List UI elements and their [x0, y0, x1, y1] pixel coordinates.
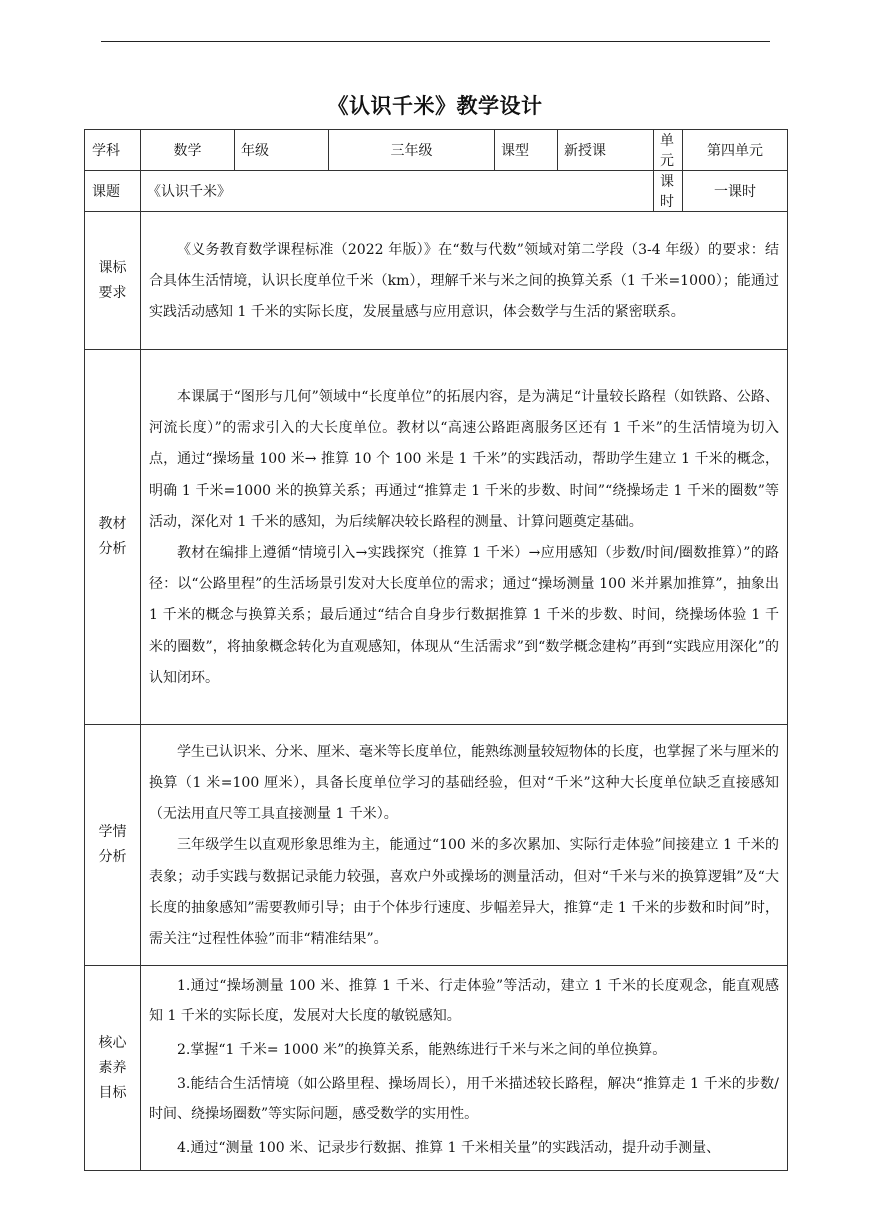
student-analysis-content: [141, 725, 788, 966]
textbook-analysis-row: [85, 350, 788, 725]
core-goals-content: [141, 966, 788, 1171]
info-row: [85, 130, 788, 171]
textbook-analysis-label: 教材 分析: [85, 350, 141, 725]
paragraph: 三年级学生以直观形象思维为主，能通过“100 米的多次累加、实际行走体验”间接建立 1 千米的表象；动手实践与数据记录能力较强，喜欢户外或操场的测量活动，但对“千米与米的换算逻辑”及“大长度的抽象感知”需要教师引导；由于个体步行速度、步幅差异大，推算“走 1 千米的步数和时间”时，需关注“过程性体验”而非“精准结果”。: [149, 837, 779, 947]
unit-label: 单元: [654, 130, 683, 171]
grade-value: 三年级: [329, 130, 495, 171]
standards-content: [141, 212, 788, 350]
paragraph: 教材在编排上遵循“情境引入→实践探究（推算 1 千米）→应用感知（步数/时间/圈数推算）”的路径：以“公路里程”的生活场景引发对大长度单位的需求；通过“操场测量 100 米并累加推算”，抽象出 1 千米的概念与换算关系；最后通过“结合自身步行数据推算 1 千米的步数、时间，绕操场体验 1 千米的圈数”，将抽象概念转化为直观感知，体现从“生活需求”到“数学概念建构”再到“实践应用深化”的认知闭环。: [149, 545, 779, 686]
subject-label: 学科: [85, 130, 141, 171]
textbook-analysis-content: [141, 350, 788, 725]
core-goals-row: [85, 966, 788, 1171]
unit-value: 第四单元: [683, 130, 788, 171]
lesson-plan-table: [84, 129, 788, 1171]
grade-label: 年级: [235, 130, 329, 171]
topic-value: 《认识千米》: [141, 171, 654, 212]
paragraph: 学生已认识米、分米、厘米、毫米等长度单位，能熟练测量较短物体的长度，也掌握了米与厘米的换算（1 米=100 厘米），具备长度单位学习的基础经验，但对“千米”这种大长度单位缺乏直接感知（无法用直尺等工具直接测量 1 千米）。: [149, 743, 779, 823]
hours-value: 一课时: [683, 171, 788, 212]
goal-item: 3.能结合生活情境（如公路里程、操场周长），用千米描述较长路程，解决“推算走 1 千米的步数/时间、绕操场圈数”等实际问题，感受数学的实用性。: [149, 1076, 779, 1122]
standards-label: 课标 要求: [85, 212, 141, 350]
goal-item: 4.通过“测量 100 米、记录步行数据、推算 1 千米相关量”的实践活动，提升动手测量、: [177, 1140, 721, 1156]
header-rule: [101, 41, 770, 42]
subject-value: 数学: [141, 130, 235, 171]
student-analysis-row: [85, 725, 788, 966]
type-label: 课型: [495, 130, 558, 171]
hours-label: 课时: [654, 171, 683, 212]
paragraph: 《义务教育数学课程标准（2022 年版）》在“数与代数”领域对第二学段（3-4 年级）的要求：结合具体生活情境，认识长度单位千米（km），理解千米与米之间的换算关系（1 千米=1000）；能通过实践活动感知 1 千米的实际长度，发展量感与应用意识，体会数学与生活的紧密联系。: [149, 241, 779, 321]
standards-row: [85, 212, 788, 350]
core-goals-label: 核心 素养 目标: [85, 966, 141, 1171]
paragraph: 本课属于“图形与几何”领域中“长度单位”的拓展内容，是为满足“计量较长路程（如铁路、公路、河流长度）”的需求引入的大长度单位。教材以“高速公路距离服务区还有 1 千米”的生活情境为切入点，通过“操场量 100 米→ 推算 10 个 100 米是 1 千米”的实践活动，帮助学生建立 1 千米的概念，明确 1 千米=1000 米的换算关系；再通过“推算走 1 千米的步数、时间”“绕操场走 1 千米的圈数”等活动，深化对 1 千米的感知，为后续解决较长路程的测量、计算问题奠定基础。: [149, 388, 779, 530]
topic-row: [85, 171, 788, 212]
type-value: 新授课: [558, 130, 654, 171]
student-analysis-label: 学情 分析: [85, 725, 141, 966]
goal-item: 1.通过“操场测量 100 米、推算 1 千米、行走体验”等活动，建立 1 千米的长度观念，能直观感知 1 千米的实际长度，发展对大长度的敏锐感知。: [149, 978, 779, 1024]
goal-item: 2.掌握“1 千米= 1000 米”的换算关系，能熟练进行千米与米之间的单位换算。: [177, 1042, 667, 1058]
document-title: 《认识千米》教学设计: [327, 94, 543, 118]
topic-label: 课题: [85, 171, 141, 212]
